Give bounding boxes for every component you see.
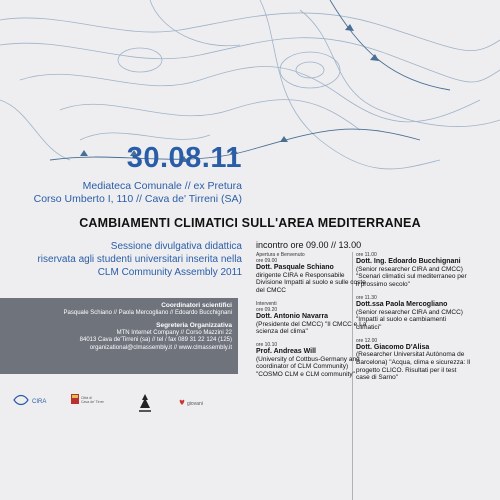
speaker-desc: (Senior researcher CIRA and CMCC) "Scenari climatici sul mediterraneo per il prossimo secolo" <box>356 265 467 289</box>
program-entry: ore 10.10 Prof. Andreas Will (University of Cottbus-Germany and coordinator of CLM Community) "COSMO CLM e CLM community" <box>256 342 371 379</box>
speaker-desc: (Researcher Universitat Autònoma de Barcelona) "Acqua, clima e sicurezza: Il progetto CLICO. Risultati per il test case di Sarno" <box>356 351 471 382</box>
session-line: CLM Community Assembly 2011 <box>97 267 242 278</box>
comune-crest-logo <box>70 392 104 414</box>
speaker-desc: (University of Cottbus-Germany and coordinator of CLM Community) "COSMO CLM e CLM community" <box>256 355 360 379</box>
event-date: 30.08.11 <box>126 142 242 174</box>
giovani-logo <box>178 398 234 410</box>
svg-text:giovani: giovani <box>187 401 203 407</box>
speaker-name: Dott. Antonio Navarra <box>256 312 329 320</box>
speaker-name: Dott.ssa Paola Mercogliano <box>356 300 448 308</box>
venue-line: Mediateca Comunale // ex Pretura <box>82 180 242 192</box>
speaker-name: Dott. Pasquale Schiano <box>256 264 334 271</box>
svg-text:Città di: Città di <box>81 396 92 400</box>
program-entry: Interventi ore 09.20 Dott. Antonio Navarra (Presidente del CMCC) "Il CMCC e La scienza del clima" <box>256 301 371 336</box>
secretariat-line: MTN Internet Company // Corso Mazzini 22 <box>116 329 232 336</box>
session-line: riservata agli studenti universitari inserita nella <box>37 254 242 265</box>
session-description <box>37 240 242 279</box>
secretariat-title: Segreteria Organizzativa <box>156 322 232 329</box>
session-line: Sessione divulgativa didattica <box>110 241 242 252</box>
speaker-name: Dott. Ing. Edoardo Bucchignani <box>356 258 461 265</box>
program-entry: ore 11.30 Dott.ssa Paola Mercogliano (Senior researcher CIRA and CMCC) "Impatti al suolo e cambiamenti climatici" <box>356 295 471 332</box>
secretariat-line: organizational@clmassembly.it // www.clmassembly.it <box>89 344 232 351</box>
speaker-name: Prof. Andreas Will <box>256 347 316 355</box>
isobar-map-graphic <box>0 0 500 200</box>
speaker-desc: (Presidente del CMCC) "Il CMCC e La scienza del clima" <box>256 320 367 336</box>
program-column-2 <box>356 252 471 388</box>
program-entry: ore 11.00 Dott. Ing. Edoardo Bucchignani (Senior researcher CIRA and CMCC) "Scenari climatici sul mediterraneo per il prossimo secolo" <box>356 252 471 289</box>
coordinators-title: Coordinatori scientifici <box>161 302 232 309</box>
assembly-logo <box>136 392 154 418</box>
event-title: CAMBIAMENTI CLIMATICI SULL'AREA MEDITERRANEA <box>79 216 421 230</box>
coordinators-names: Pasquale Schiano // Paola Mercogliano // Edoardo Bucchignani <box>63 309 232 316</box>
program-entry: ore 12.00 Dott. Giacomo D'Alisa (Researcher Universitat Autònoma de Barcelona) "Acqua, clima e sicurezza: Il progetto CLICO. Risultati per il test case di Sarno" <box>356 337 471 382</box>
svg-text:CIRA: CIRA <box>32 399 47 405</box>
program-entry: Apertura e Benvenuto ore 09.00 Dott. Pasquale Schiano dirigente CIRA e Responsabile Divisione Impatti al suolo e sulle coste del CMCC <box>256 252 371 295</box>
svg-text:Cava de' Tirreni: Cava de' Tirreni <box>81 400 104 404</box>
venue-address: Corso Umberto I, 110 // Cava de' Tirreni (SA) <box>33 193 242 205</box>
organizers-panel <box>0 298 238 374</box>
schedule-time: incontro ore 09.00 // 13.00 <box>256 240 362 250</box>
program-column-1 <box>256 252 371 385</box>
speaker-desc: (Senior researcher CIRA and CMCC) "Impatti al suolo e cambiamenti climatici" <box>356 308 463 331</box>
event-venue <box>34 180 242 206</box>
speaker-desc: dirigente CIRA e Responsabile Divisione Impatti al suolo e sulle coste del CMCC <box>256 271 366 295</box>
sponsor-logos <box>0 386 238 422</box>
secretariat-line: 84013 Cava de'Tirreni (sa) // tel / fax 089 31 22 124 (125) <box>79 337 232 343</box>
speaker-name: Dott. Giacomo D'Alisa <box>356 343 430 351</box>
cira-logo <box>12 392 52 410</box>
